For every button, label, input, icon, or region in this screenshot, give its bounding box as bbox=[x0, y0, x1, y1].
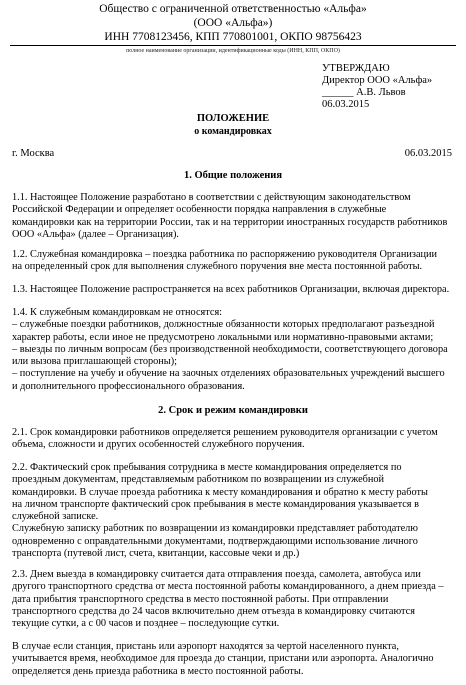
text-line: – поступление на учебу и обучение на заочных отделениях образовательных учреждений высшего bbox=[12, 368, 445, 380]
section-heading-1: 1. Общие положения bbox=[183, 170, 283, 181]
text-line: одновременно с оправдательными документами, подтверждающими использование личного bbox=[12, 535, 418, 547]
text-line: командировки. В случае проезда работника к месту командирования и обратно к месту работы bbox=[12, 486, 428, 498]
paragraph-2-1 bbox=[12, 427, 452, 452]
text-line: определяется день приезда работника в место постоянной работы. bbox=[12, 665, 304, 677]
text-line: служебной записке. bbox=[12, 511, 99, 523]
approval-word: УТВЕРЖДАЮ bbox=[322, 63, 390, 74]
doc-title: ПОЛОЖЕНИЕ bbox=[196, 113, 270, 124]
text-line: другого транспортного средства от места постоянной работы командированного, а днем приезда – bbox=[12, 581, 444, 593]
text-line: – выезды по личным вопросам (без производственной необходимости, соответствующего договора bbox=[12, 343, 448, 355]
text-line: текущие сутки, а с 00 часов и позднее – последующие сутки. bbox=[12, 618, 280, 630]
text-line: учитывается время, необходимое для проезда до станции, пристани или аэропорта. Аналогично bbox=[12, 653, 434, 665]
text-line: транспорта (путевой лист, счета, квитанции, кассовые чеки и др.) bbox=[12, 548, 300, 560]
text-line: ООО «Альфа» (далее – Организация). bbox=[12, 228, 179, 240]
text-line: объема, сложности и других особенностей служебного поручения. bbox=[12, 439, 305, 451]
text-line: характер работы, если иное не предусмотрено локальными или нормативно-правовыми актами; bbox=[12, 331, 434, 343]
text-line: – служебные поездки работников, должностные обязанности которых предполагают разъездной bbox=[12, 319, 435, 331]
paragraph-1-1 bbox=[12, 192, 452, 241]
approval-date: 06.03.2015 bbox=[322, 99, 370, 110]
text-line: на определенный срок для выполнения служебного поручения вне места постоянной работы. bbox=[12, 261, 423, 273]
text-line: 1.2. Служебная командировка – поездка работника по распоряжению руководителя Организации bbox=[12, 249, 438, 260]
text-line: 2.3. Днем выезда в командировку считается дата отправления поезда, самолета, автобуса или bbox=[12, 569, 421, 580]
text-line: или вызова приглашающей стороны); bbox=[12, 356, 177, 368]
paragraph-1-3 bbox=[12, 284, 452, 296]
text-line: Российской Федерации и определяет особенности порядка направления в служебные bbox=[12, 204, 387, 216]
text-line: 1.1. Настоящее Положение разработано в соответствии с действующим законодательством bbox=[12, 192, 411, 203]
text-line: транспортного средства до 24 часов включительно днем отъезда в командировку считаются bbox=[12, 605, 415, 617]
approval-position: Директор ООО «Альфа» bbox=[322, 75, 433, 86]
text-line: 2.1. Срок командировки работников определяется решением руководителя организации с учетом bbox=[12, 427, 438, 438]
text-line: проездным документам, представляемым работником по возвращении из служебной bbox=[12, 474, 385, 486]
org-codes: ИНН 7708123456, КПП 770801001, ОКПО 98756423 bbox=[104, 31, 362, 43]
text-line: 2.2. Фактический срок пребывания сотрудника в месте командирования определяется по bbox=[12, 462, 402, 473]
text-line: В случае если станция, пристань или аэропорт находятся за чертой населенного пункта, bbox=[12, 641, 399, 652]
doc-date: 06.03.2015 bbox=[404, 148, 452, 159]
paragraph-2-2 bbox=[12, 462, 452, 560]
paragraph-2-3 bbox=[12, 569, 452, 630]
doc-subtitle: о командировках bbox=[194, 126, 272, 137]
header-caption: полное наименование организации, идентификационные коды (ИНН, КПП, ОКПО) bbox=[126, 48, 340, 54]
paragraph-1-4 bbox=[12, 307, 452, 393]
text-line: 1.4. К служебным командировкам не относятся: bbox=[12, 307, 223, 318]
paragraph-2-4 bbox=[12, 641, 452, 678]
text-line: дата прибытия транспортного средства в место постоянной работы. При отправлении bbox=[12, 593, 389, 605]
doc-city: г. Москва bbox=[12, 148, 55, 159]
section-heading-2: 2. Срок и режим командировки bbox=[158, 405, 308, 416]
text-line: и дополнительного профессионального образования. bbox=[12, 380, 245, 392]
text-line: на личном транспорте фактический срок пребывания в месте командирования указывается в bbox=[12, 498, 419, 510]
text-line: Служебную записку работник по возвращении из командировки представляет работодателю bbox=[12, 523, 418, 535]
approval-signature: ______ А.В. Львов bbox=[322, 87, 406, 98]
org-short-name: (ООО «Альфа») bbox=[193, 17, 273, 29]
header-rule bbox=[10, 45, 456, 46]
text-line: командировки как на территории России, так и на территории иностранных государств работников bbox=[12, 216, 448, 228]
paragraph-1-2 bbox=[12, 249, 452, 274]
text-line: 1.3. Настоящее Положение распространяется на всех работников Организации, включая директора. bbox=[12, 284, 450, 295]
org-name: Общество с ограниченной ответственностью «Альфа» bbox=[99, 3, 367, 15]
